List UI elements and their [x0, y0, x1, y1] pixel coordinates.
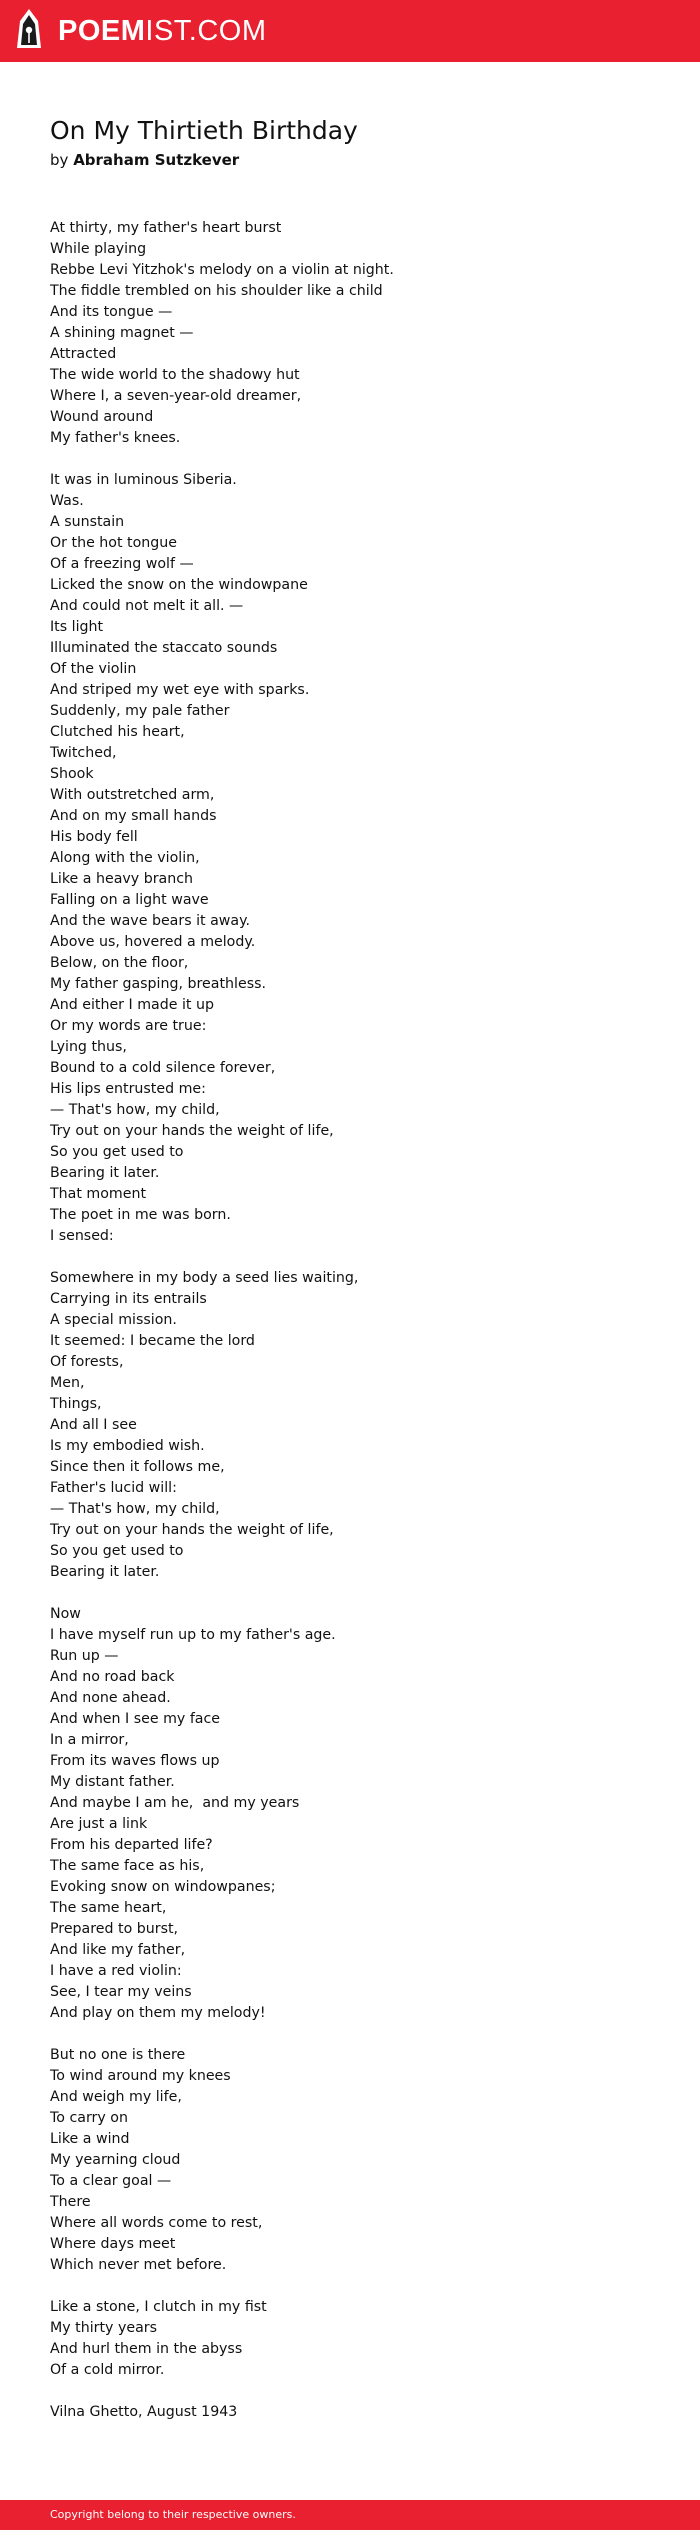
poem-line: My thirty years: [50, 2320, 157, 2336]
poem-line: Now: [50, 1606, 81, 1622]
poem-line: The same face as his,: [50, 1858, 205, 1874]
poem-line: Falling on a light wave: [50, 892, 209, 908]
site-logo[interactable]: [16, 8, 267, 54]
poem-line: From his departed life?: [50, 1837, 213, 1853]
copyright-notice: Copyright belong to their respective owners.: [50, 2508, 296, 2521]
poem-line: My distant father.: [50, 1774, 175, 1790]
poem-line: My father's knees.: [50, 430, 181, 446]
poem-line: To a clear goal —: [50, 2173, 172, 2189]
poem-line: Twitched,: [50, 745, 117, 761]
poem-line: At thirty, my father's heart burst: [50, 220, 282, 236]
poem-line: To carry on: [50, 2110, 128, 2126]
poem-title: On My Thirtieth Birthday: [50, 116, 358, 145]
poem-line: His body fell: [50, 829, 138, 845]
poem-line: Which never met before.: [50, 2257, 227, 2273]
poem-line: Licked the snow on the windowpane: [50, 577, 308, 593]
poem-line: — That's how, my child,: [50, 1102, 220, 1118]
logo-text-strong: POEM: [58, 14, 146, 47]
poem-stanza: [50, 1604, 670, 2024]
poem-line: His lips entrusted me:: [50, 1081, 206, 1097]
poem-line: Father's lucid will:: [50, 1480, 177, 1496]
poem-line: That moment: [50, 1186, 147, 1202]
poem-author: Abraham Sutzkever: [73, 151, 240, 169]
poem-line: And its tongue —: [50, 304, 173, 320]
poem-line: — That's how, my child,: [50, 1501, 220, 1517]
poem-line: Was.: [50, 493, 84, 509]
poem-line: Clutched his heart,: [50, 724, 185, 740]
poem-line: And play on them my melody!: [50, 2005, 266, 2021]
poem-line: And weigh my life,: [50, 2089, 182, 2105]
poem-line: I sensed:: [50, 1228, 114, 1244]
poem-line: A special mission.: [50, 1312, 177, 1328]
poem-line: The wide world to the shadowy hut: [50, 367, 300, 383]
poem-line: From its waves flows up: [50, 1753, 220, 1769]
poem-line: Of a freezing wolf —: [50, 556, 194, 572]
logo-text-light: IST.COM: [145, 14, 267, 47]
poem-line: I have a red violin:: [50, 1963, 182, 1979]
poem-line: It was in luminous Siberia.: [50, 472, 237, 488]
poem-line: So you get used to: [50, 1144, 184, 1160]
poem-line: Lying thus,: [50, 1039, 127, 1055]
poem-line: Shook: [50, 766, 94, 782]
logo-text: [58, 14, 267, 47]
poem-line: Wound around: [50, 409, 154, 425]
poem-line: Vilna Ghetto, August 1943: [50, 2404, 238, 2420]
poem-line: My yearning cloud: [50, 2152, 181, 2168]
poem-line: My father gasping, breathless.: [50, 976, 266, 992]
poem-line: Are just a link: [50, 1816, 148, 1832]
poem-line: Or my words are true:: [50, 1018, 207, 1034]
poem-body: [50, 218, 670, 2444]
poem-stanza: [50, 218, 670, 449]
poem-line: Along with the violin,: [50, 850, 200, 866]
poem-line: The poet in me was born.: [50, 1207, 231, 1223]
poem-stanza: [50, 2045, 670, 2276]
poem-line: Somewhere in my body a seed lies waiting,: [50, 1270, 359, 1286]
poem-line: Or the hot tongue: [50, 535, 178, 551]
poem-line: Since then it follows me,: [50, 1459, 225, 1475]
poem-line: And could not melt it all. —: [50, 598, 244, 614]
poem-stanza: [50, 1268, 670, 1583]
poem-line: The same heart,: [50, 1900, 167, 1916]
poem-line: With outstretched arm,: [50, 787, 215, 803]
poem-line: Of a cold mirror.: [50, 2362, 165, 2378]
poem-line: Above us, hovered a melody.: [50, 934, 256, 950]
poem-line: To wind around my knees: [50, 2068, 231, 2084]
poem-line: And like my father,: [50, 1942, 186, 1958]
poem-line: There: [50, 2194, 91, 2210]
poem-line: In a mirror,: [50, 1732, 129, 1748]
poem-line: And all I see: [50, 1417, 137, 1433]
poem-line: Is my embodied wish.: [50, 1438, 205, 1454]
poem-line: A shining magnet —: [50, 325, 194, 341]
poem-line: Suddenly, my pale father: [50, 703, 230, 719]
poem-line: Where I, a seven-year-old dreamer,: [50, 388, 302, 404]
poem-line: Run up —: [50, 1648, 119, 1664]
poem-line: Like a stone, I clutch in my fist: [50, 2299, 267, 2315]
poem-line: And the wave bears it away.: [50, 913, 250, 929]
poem-line: Of the violin: [50, 661, 137, 677]
pen-nib-icon: [16, 8, 58, 54]
poem-line: Bound to a cold silence forever,: [50, 1060, 276, 1076]
poem-stanza: [50, 2402, 670, 2423]
poem-line: Bearing it later.: [50, 1564, 160, 1580]
poem-line: But no one is there: [50, 2047, 186, 2063]
poem-line: Illuminated the staccato sounds: [50, 640, 278, 656]
site-footer: [0, 2500, 700, 2530]
poem-line: Below, on the floor,: [50, 955, 189, 971]
by-label: by: [50, 151, 69, 169]
poem-line: And on my small hands: [50, 808, 217, 824]
poem-line: Attracted: [50, 346, 117, 362]
poem-line: Where all words come to rest,: [50, 2215, 263, 2231]
poem-stanza: [50, 470, 670, 1247]
poem-line: It seemed: I became the lord: [50, 1333, 255, 1349]
poem-line: Its light: [50, 619, 104, 635]
poem-line: Of forests,: [50, 1354, 124, 1370]
poem-line: Like a wind: [50, 2131, 130, 2147]
poem-line: Men,: [50, 1375, 85, 1391]
poem-line: And when I see my face: [50, 1711, 221, 1727]
poem-line: Bearing it later.: [50, 1165, 160, 1181]
poem-byline: [50, 150, 239, 170]
poem-line: Evoking snow on windowpanes;: [50, 1879, 276, 1895]
poem-line: Try out on your hands the weight of life,: [50, 1522, 334, 1538]
poem-line: And no road back: [50, 1669, 175, 1685]
poem-stanza: [50, 2297, 670, 2381]
poem-line: And hurl them in the abyss: [50, 2341, 243, 2357]
poem-line: And none ahead.: [50, 1690, 171, 1706]
poem-line: Try out on your hands the weight of life,: [50, 1123, 334, 1139]
poem-line: See, I tear my veins: [50, 1984, 192, 2000]
poem-line: Rebbe Levi Yitzhok's melody on a violin at night.: [50, 262, 394, 278]
poem-line: And striped my wet eye with sparks.: [50, 682, 310, 698]
poem-line: Things,: [50, 1396, 102, 1412]
poem-line: And either I made it up: [50, 997, 214, 1013]
poem-line: I have myself run up to my father's age.: [50, 1627, 336, 1643]
poem-line: The fiddle trembled on his shoulder like a child: [50, 283, 383, 299]
poem-line: While playing: [50, 241, 147, 257]
poem-line: Carrying in its entrails: [50, 1291, 207, 1307]
poem-line: A sunstain: [50, 514, 125, 530]
poem-line: Where days meet: [50, 2236, 176, 2252]
poem-line: Like a heavy branch: [50, 871, 194, 887]
poem-line: So you get used to: [50, 1543, 184, 1559]
poem-line: Prepared to burst,: [50, 1921, 179, 1937]
site-header: [0, 0, 700, 62]
poem-line: And maybe I am he, and my years: [50, 1795, 300, 1811]
